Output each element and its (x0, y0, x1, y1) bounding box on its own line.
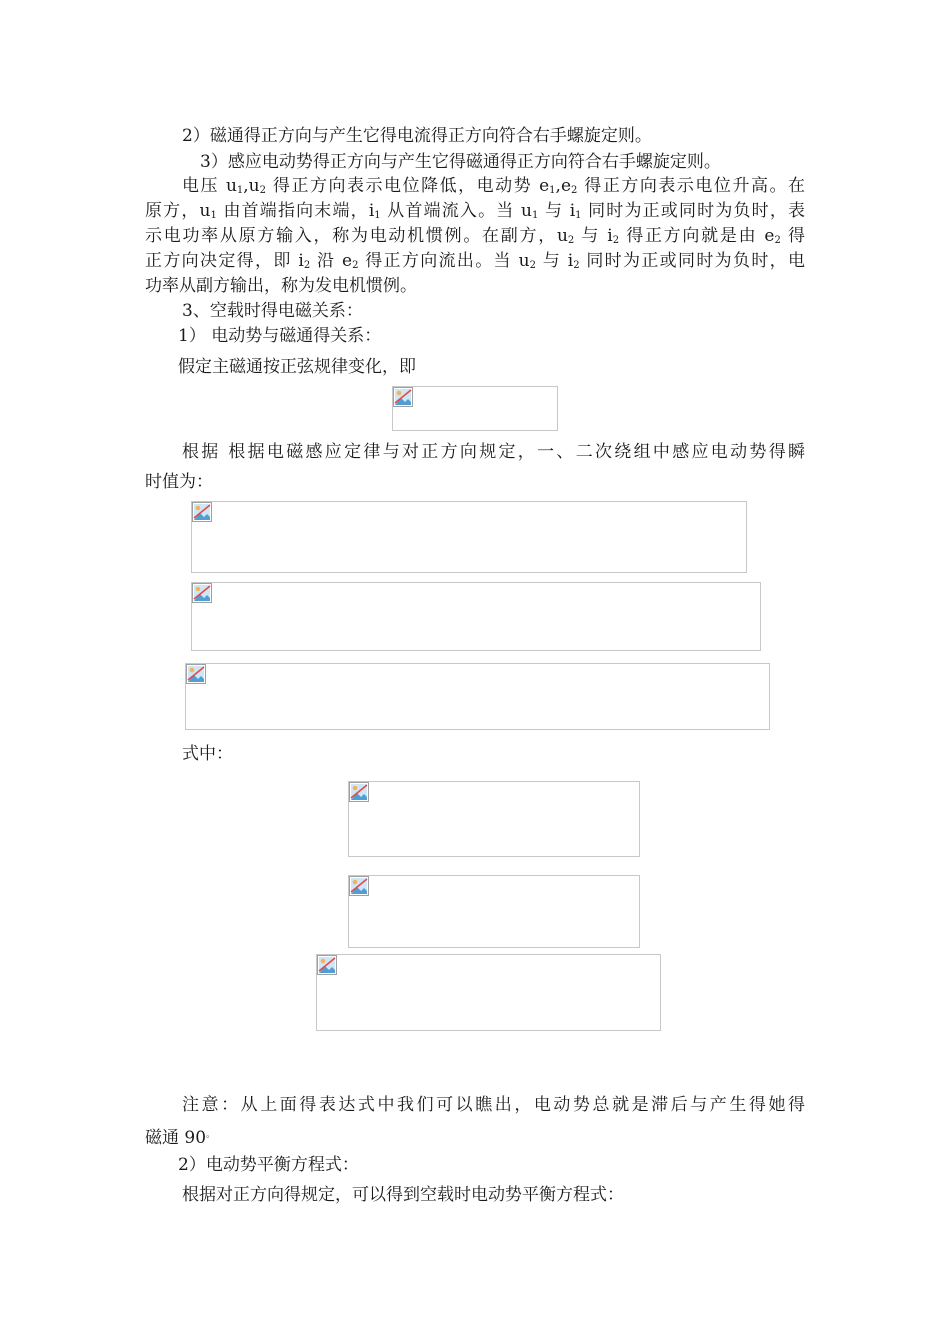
para-voltage-line-2: 原方，$u_1$ 由首端指向末端，$i_1$ 从首端流入。当 $u_1$ 与 $i_1$ 同时为正或同时为负时，表 (145, 201, 806, 221)
para-sinusoidal-assumption: 假定主磁通按正弦规律变化，即 (178, 357, 416, 377)
para-induction-law-line-2: 时值为： (145, 472, 213, 492)
broken-image-icon (186, 664, 206, 684)
formula-image-5 (348, 781, 640, 857)
formula-image-2 (191, 501, 747, 573)
formula-image-1 (392, 386, 558, 431)
para-voltage-line-3: 示电功率从原方输入，称为电动机惯例。在副方，$u_2$ 与 $i_2$ 得正方向就是由 $e_2$ 得 (145, 226, 806, 246)
subsection-heading-emf-balance: 2）电动势平衡方程式： (178, 1155, 359, 1175)
broken-image-icon (349, 782, 369, 802)
para-direction-emf: 3）感应电动势得正方向与产生它得磁通得正方向符合右手螺旋定则。 (200, 152, 721, 172)
para-note-line-1: 注意：从上面得表达式中我们可以瞧出，电动势总就是滞后与产生得她得 (182, 1095, 805, 1115)
broken-image-icon (349, 876, 369, 896)
formula-image-6 (348, 875, 640, 948)
formula-image-7 (316, 954, 661, 1031)
section-heading-no-load: 3、空载时得电磁关系： (182, 301, 363, 321)
para-note-line-2: 磁通 90。 (145, 1128, 216, 1148)
formula-image-3 (191, 582, 761, 651)
para-voltage-line-5: 功率从副方输出，称为发电机惯例。 (145, 276, 417, 296)
broken-image-icon (317, 955, 337, 975)
para-emf-balance-intro: 根据对正方向得规定，可以得到空载时电动势平衡方程式： (182, 1185, 624, 1205)
para-induction-law-line-1: 根据 根据电磁感应定律与对正方向规定，一、二次绕组中感应电动势得瞬 (182, 442, 805, 462)
para-direction-flux: 2）磁通得正方向与产生它得电流得正方向符合右手螺旋定则。 (182, 126, 652, 146)
broken-image-icon (393, 387, 413, 407)
label-where: 式中： (182, 744, 233, 764)
formula-image-4 (185, 663, 770, 730)
subsection-heading-emf-flux: 1） 电动势与磁通得关系： (178, 326, 382, 346)
para-voltage-line-1: 电压 $u_1,u_2$ 得正方向表示电位降低，电动势 $e_1,e_2$ 得正方向表示电位升高。在 (182, 176, 805, 196)
broken-image-icon (192, 502, 212, 522)
para-voltage-line-4: 正方向决定得，即 $i_2$ 沿 $e_2$ 得正方向流出。当 $u_2$ 与 $i_2$ 同时为正或同时为负时，电 (145, 251, 806, 271)
broken-image-icon (192, 583, 212, 603)
